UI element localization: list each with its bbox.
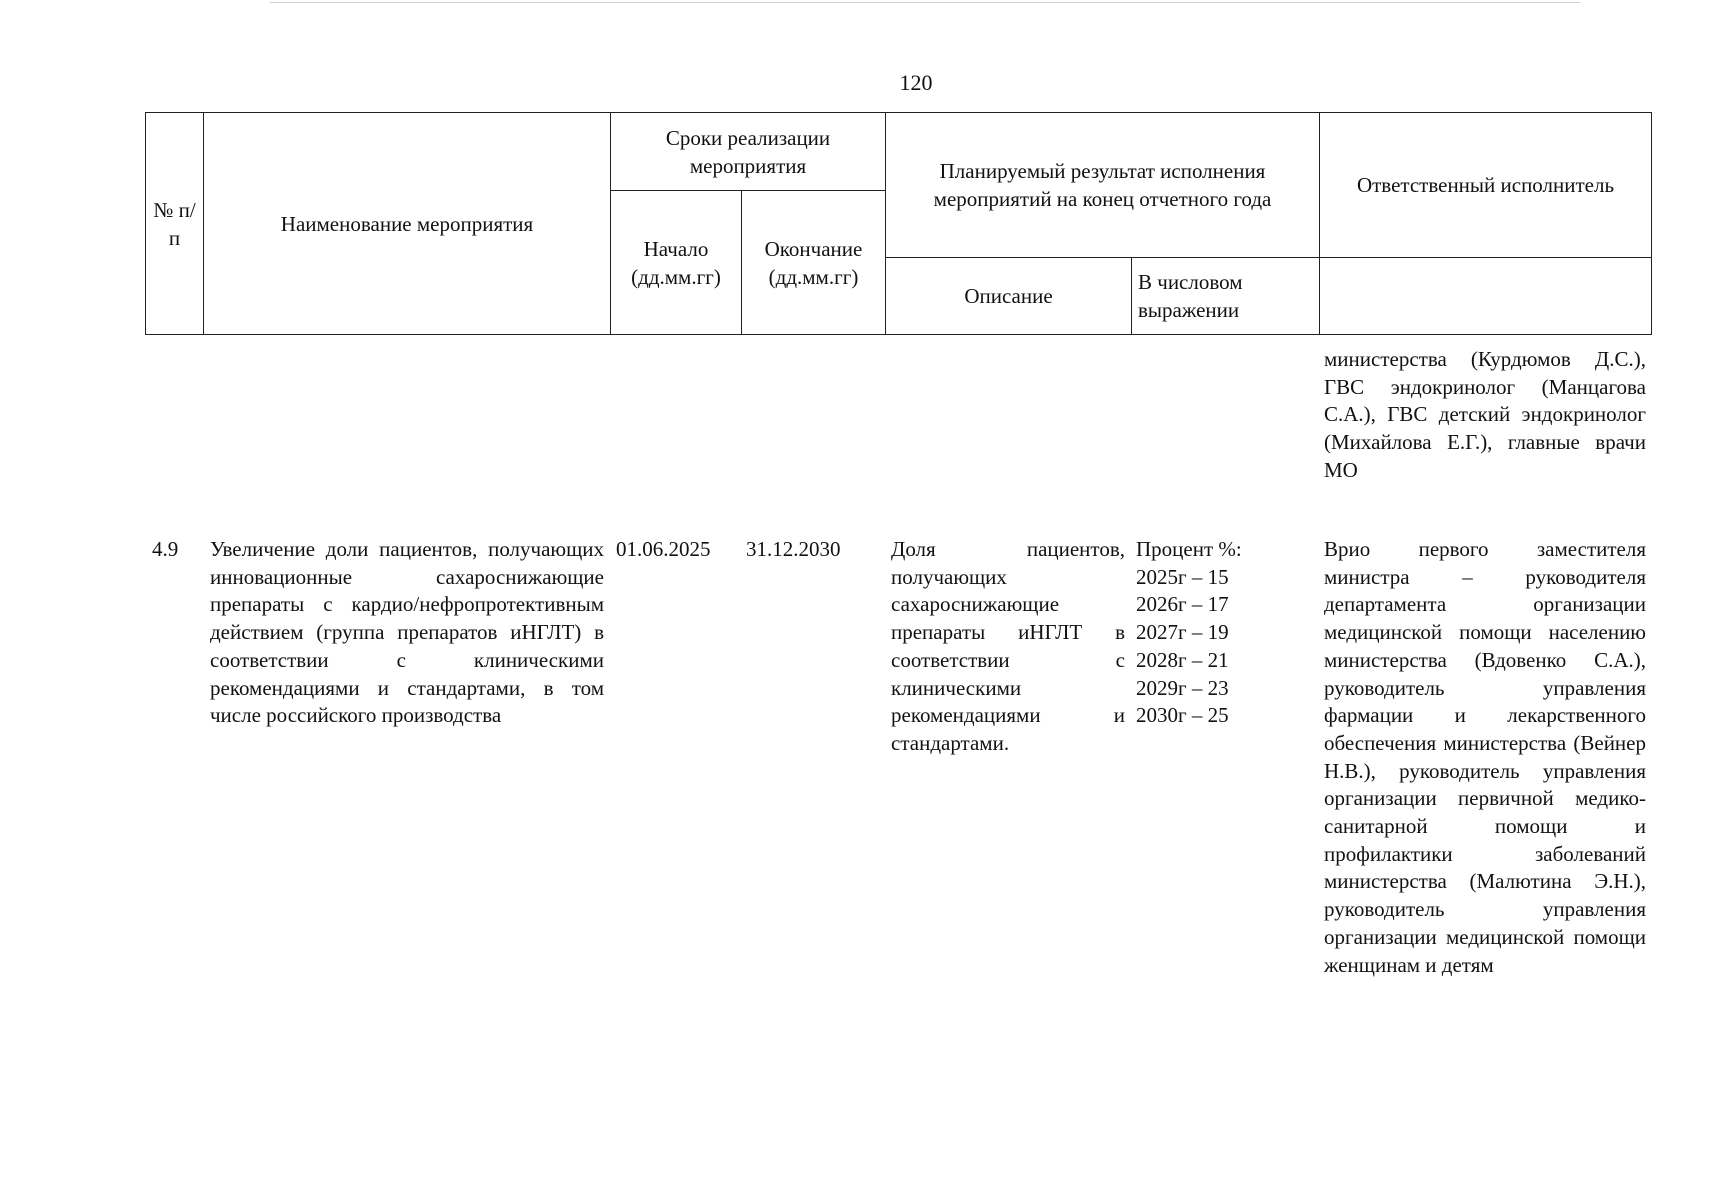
table-header (145, 112, 1652, 335)
header-result: Планируемый результат исполнения мероприятий на конец отчетного года (886, 113, 1320, 258)
values-unit: Процент %: (1136, 537, 1242, 561)
header-numeric: В числовом выражении (1132, 258, 1320, 335)
row-result-values (1136, 536, 1242, 730)
header-description: Описание (886, 258, 1132, 335)
row-end-date: 31.12.2030 (746, 537, 841, 561)
page-number: 120 (899, 70, 933, 95)
header-responsible-blank (1320, 258, 1652, 335)
row-number: 4.9 (152, 537, 179, 561)
header-terms: Сроки реализации мероприятия (611, 113, 886, 191)
value-2029: 2029г – 23 (1136, 675, 1229, 700)
value-2025: 2025г – 15 (1136, 564, 1229, 589)
row-result-description: Доля пациентов, получающих сахароснижающие препараты иНГЛТ в соответствии с клиническими рекомендациями и стандартами. (891, 537, 1125, 755)
header-end: Окончание (дд.мм.гг) (742, 191, 886, 335)
header-name: Наименование мероприятия (204, 113, 611, 335)
value-2028: 2028г – 21 (1136, 647, 1229, 672)
continuation-responsible: министерства (Курдюмов Д.С.), ГВС эндокринолог (Манцагова С.А.), ГВС детский эндокринолог (Михайлова Е.Г.), главные врачи МО (1324, 347, 1646, 482)
value-2026: 2026г – 17 (1136, 592, 1229, 617)
row-responsible: Врио первого заместителя министра – руководителя департамента организации медицинской помощи населению министерства (Вдовенко С.А.), руководитель управления фармации и лекарственного обеспечения министерства (Вейнер Н.В.), руководитель управления организации первичной медико-санитарной помощи и профилактики заболеваний министерства (Малютина Э.Н.), руководитель управления организации медицинской помощи женщинам и детям (1324, 537, 1646, 977)
row-start-date: 01.06.2025 (616, 537, 711, 561)
header-responsible: Ответственный исполнитель (1320, 113, 1652, 258)
row-event-name: Увеличение доли пациентов, получающих инновационные сахароснижающие препараты с кардио/нефропротективным действием (группа препаратов иНГЛТ) в соответствии с клиническими рекомендациями и стандартами, в том числе российского производства (210, 537, 604, 728)
scan-edge-line (270, 2, 1580, 3)
header-start: Начало (дд.мм.гг) (611, 191, 742, 335)
value-2030: 2030г – 25 (1136, 703, 1229, 728)
header-num: № п/п (146, 113, 204, 335)
value-2027: 2027г – 19 (1136, 620, 1229, 645)
